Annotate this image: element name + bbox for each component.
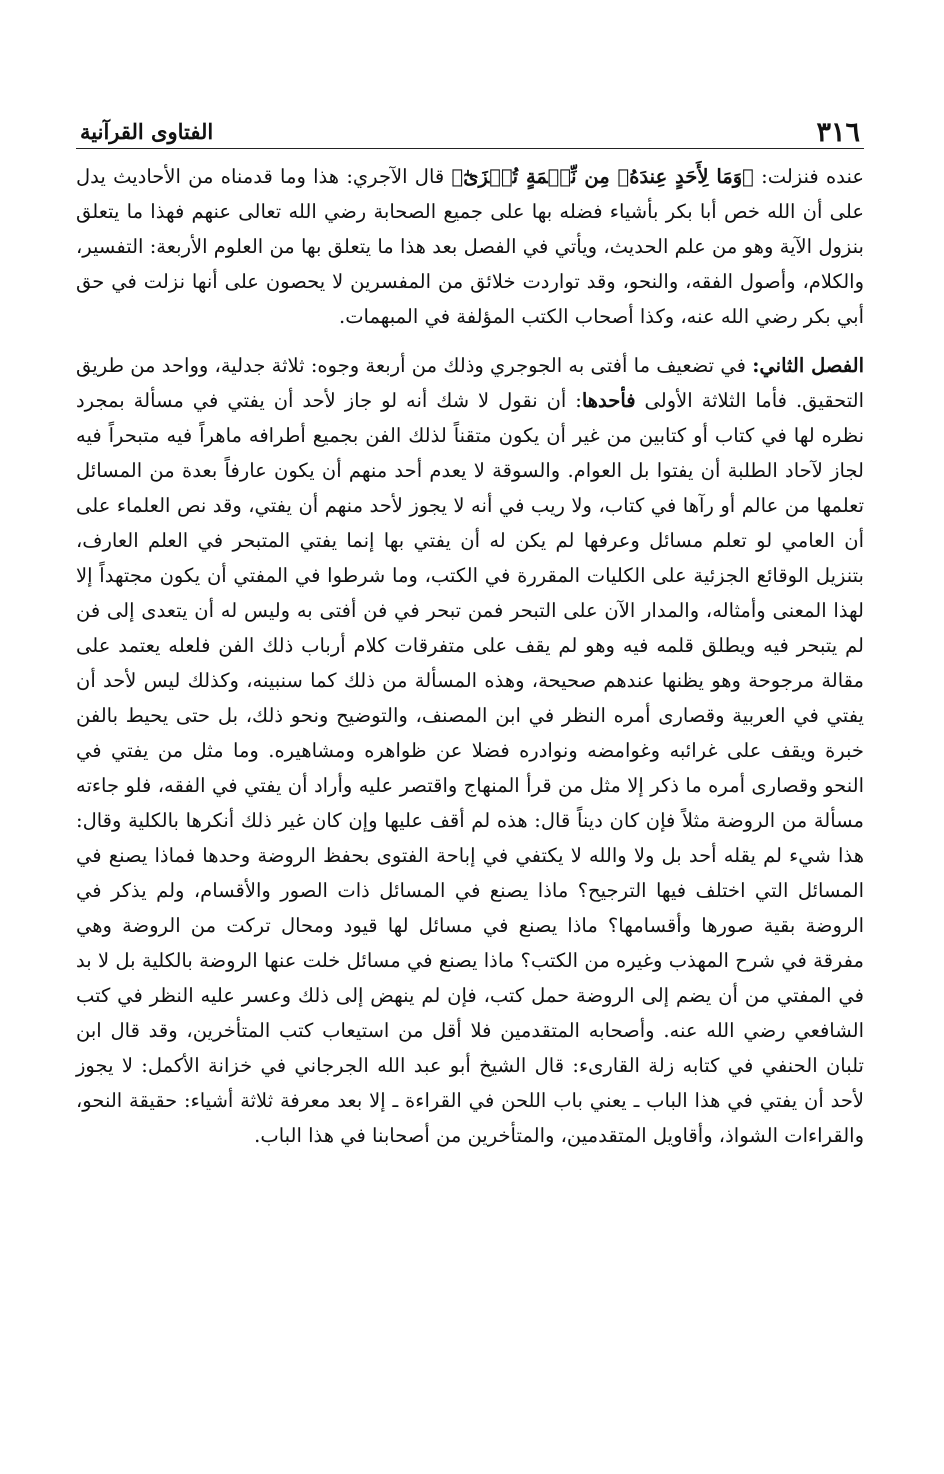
paragraph-1-text: قال الآجري: هذا وما قدمناه من الأحاديث يدل على أن الله خص أبا بكر بأشياء فضله بها على جميع الصحابة رضي الله تعالى عنهم فهذا ما يتعلق بنزول الآية وهو من علم الحديث، ويأتي في الفصل بعد هذا ما يتعلق بها من العلوم الأربعة: التفسير، والكلام، وأصول الفقه، والنحو، وقد تواردت خلائق من المفسرين لا يحصون على أنها نزلت في حق أبي بكر رضي الله عنه، وكذا أصحاب الكتب المؤلفة في المبهمات. — [76, 165, 864, 328]
page-header — [76, 108, 864, 149]
paragraph-2 — [76, 348, 864, 1153]
quran-verse: ﴿وَمَا لِأَحَدٍ عِندَهُۥ مِن نِّعۡمَةٍ تُجۡزَىٰٓ﴾ — [451, 165, 754, 188]
section-heading: الفصل الثاني: — [752, 354, 864, 377]
paragraph-1 — [76, 159, 864, 334]
page-number: ٣١٦ — [816, 117, 860, 148]
paragraph-2-text-a: في تضعيف ما أفتى به الجوجري وذلك من أربعة وجوه: ثلاثة جدلية، وواحد من طريق التحقيق. فأما الثلاثة الأولى — [76, 354, 864, 412]
running-title: الفتاوى القرآنية — [80, 119, 214, 144]
paragraph-1-lead: عنده فنزلت: — [753, 165, 865, 188]
paragraph-2-text-b: : أن نقول لا شك أنه لو جاز لأحد أن يفتي في مسألة بمجرد نظره لها في كتاب أو كتابين من غير أن يكون متقناً لذلك الفن بجميع أطرافه ماهراً فيه متبحراً فيه لجاز لآحاد الطلبة أن يفتوا بل العوام. والسوقة لا يعدم أحد منهم أن يكون عارفاً بعدة من المسائل تعلمها من عالم أو رآها في كتاب، ولا ريب في أنه لا يجوز لأحد منهم أن يفتي، وقد نص العلماء على أن العامي لو تعلم مسائل وعرفها لم يكن له أن يفتي بها إنما يفتي المتبحر في العلم العارف، بتنزيل الوقائع الجزئية على الكليات المقررة في الكتب، وما شرطوا في المفتي أن يكون مجتهداً إلا لهذا المعنى وأمثاله، والمدار الآن على التبحر فمن تبحر في فن أفتى به وليس له أن يتعدى إلى فن لم يتبحر فيه ويطلق قلمه فيه وهو لم يقف على متفرقات كلام أرباب ذلك الفن فلعله يعتمد على مقالة مرجوحة وهو يظنها عندهم صحيحة، وهذه المسألة من ذلك كما سنبينه، وكذلك ليس لأحد أن يفتي في العربية وقصارى أمره النظر في ابن المصنف، والتوضيح ونحو ذلك، بل حتى يحيط بالفن خبرة ويقف على غرائبه وغوامضه ونوادره فضلا عن ظواهره ومشاهيره. وما مثل من يفتي في النحو وقصارى أمره ما ذكر إلا مثل من قرأ المنهاج واقتصر عليه وأراد أن يفتي في الفقه، فلو جاءته مسألة من الروضة مثلاً فإن كان ديناً قال: هذه لم أقف عليها وإن كان غير ذلك أنكرها بالكلية وقال: هذا شيء لم يقله أحد بل ولا والله لا يكتفي في إباحة الفتوى بحفظ الروضة وحدها فماذا يصنع في المسائل التي اختلف فيها الترجيح؟ ماذا يصنع في المسائل ذات الصور والأقسام، ولم يذكر في الروضة بقية صورها وأقسامها؟ ماذا يصنع في مسائل لها قيود ومحال تركت من الروضة وهي مفرقة في شرح المهذب وغيره من الكتب؟ ماذا يصنع في مسائل خلت عنها الروضة بالكلية بل لا بد في المفتي من أن يضم إلى الروضة حمل كتب، فإن لم ينهض إلى ذلك وعسر عليه النظر في كتب الشافعي رضي الله عنه. وأصحابه المتقدمين فلا أقل من استيعاب كتب المتأخرين، وقد قال ابن تلبان الحنفي في كتابه زلة القارىء: قال الشيخ أبو عبد الله الجرجاني في خزانة الأكمل: لا يجوز لأحد أن يفتي في هذا الباب ـ يعني باب اللحن في القراءة ـ إلا بعد معرفة ثلاثة أشياء: حقيقة النحو، والقراءات الشواذ، وأقاويل المتقدمين، والمتأخرين من أصحابنا في هذا الباب. — [76, 389, 864, 1147]
first-argument-label: فأحدها — [581, 389, 636, 412]
page-body — [76, 159, 864, 1153]
